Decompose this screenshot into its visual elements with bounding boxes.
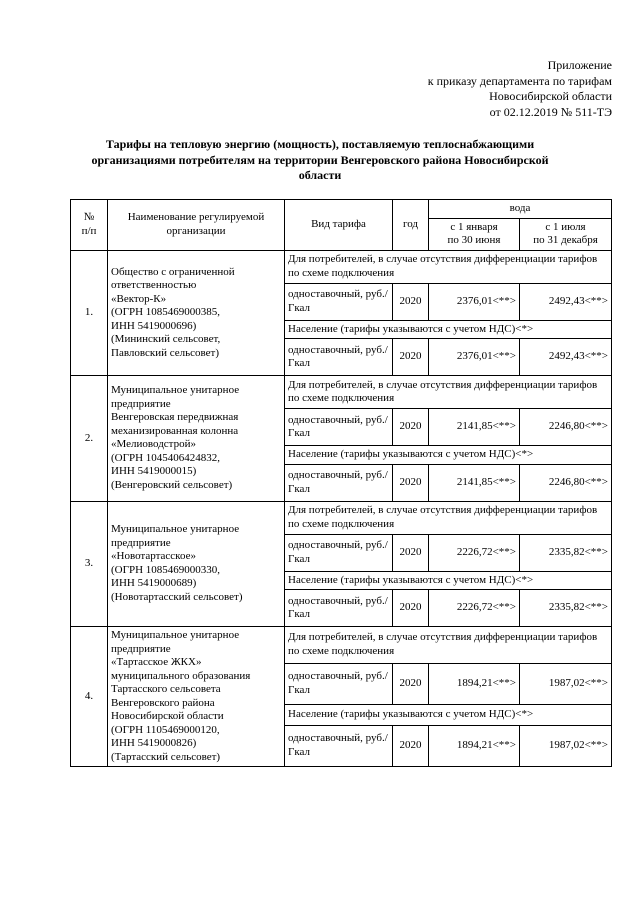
title-line: Тарифы на тепловую энергию (мощность), поставляемую теплоснабжающими	[105, 137, 535, 151]
header-number: № п/п	[71, 200, 108, 251]
org-name-line: «Тартасское ЖКХ»	[111, 656, 202, 668]
org-name-line: (Венгеровский сельсовет)	[111, 478, 233, 491]
tariff-value-period-2: 1987,02<**>	[520, 663, 612, 704]
org-name-line: (ОГРН 1085469000385,	[111, 306, 221, 318]
consumers-label: Для потребителей, в случае отсутствия дифференциации тарифов по схеме подключения	[285, 376, 612, 409]
year-cell: 2020	[393, 464, 429, 501]
org-name-line: (ОГРН 1085469000330,	[111, 563, 221, 576]
org-name-line: Павловский сельсовет)	[111, 346, 220, 359]
tariff-type-cell: одноставочный, руб./Гкал	[285, 339, 393, 376]
population-label: Население (тарифы указываются с учетом НДС)<*>	[285, 320, 612, 339]
organization-cell	[108, 501, 285, 627]
row-number: 2.	[71, 376, 108, 502]
tariff-value-period-1: 2141,85<**>	[429, 409, 520, 446]
org-name-line: Новосибирской области	[111, 710, 224, 722]
org-name-line: (ОГРН 1045406424832,	[111, 451, 221, 464]
year-cell: 2020	[393, 663, 429, 704]
appendix-line: Приложение	[547, 58, 612, 72]
tariff-type-cell: одноставочный, руб./Гкал	[285, 409, 393, 446]
tariff-type-cell: одноставочный, руб./Гкал	[285, 534, 393, 571]
row-number: 1.	[71, 250, 108, 376]
row-number: 3.	[71, 501, 108, 627]
tariff-value-period-1: 2141,85<**>	[429, 464, 520, 501]
year-cell: 2020	[393, 534, 429, 571]
tariffs-table	[70, 199, 612, 767]
org-name-line: предприятие	[111, 536, 171, 549]
tariff-value-period-1: 2376,01<**>	[429, 339, 520, 376]
org-name-line: механизированная колонна	[111, 424, 239, 437]
header-tariff-type: Вид тарифа	[285, 200, 393, 251]
org-name-line: (ОГРН 1105469000120,	[111, 723, 220, 736]
org-name-line: (Тартасский сельсовет)	[111, 750, 221, 763]
appendix-header	[428, 58, 612, 120]
consumers-label: Для потребителей, в случае отсутствия дифференциации тарифов по схеме подключения	[285, 501, 612, 534]
title-line: области	[298, 168, 342, 182]
header-period-2: с 1 июля по 31 декабря	[520, 218, 612, 250]
org-name-line: Общество с ограниченной	[111, 265, 235, 278]
org-name-line: (Новотартасский сельсовет)	[111, 590, 243, 603]
consumers-label: Для потребителей, в случае отсутствия дифференциации тарифов по схеме подключения	[285, 250, 612, 283]
tariff-type-cell: одноставочный, руб./Гкал	[285, 283, 393, 320]
org-name-line: муниципального образования	[111, 669, 251, 682]
org-name-line: ответственностью	[111, 279, 197, 291]
tariff-value-period-2: 2246,80<**>	[520, 409, 612, 446]
document-title	[80, 137, 560, 184]
population-label: Население (тарифы указываются с учетом НДС)<*>	[285, 571, 612, 590]
tariff-value-period-2: 2335,82<**>	[520, 590, 612, 627]
org-name-line: «Вектор-К»	[111, 292, 167, 305]
table-row	[71, 250, 612, 283]
org-name-line: ИНН 5419000015)	[111, 465, 197, 478]
tariff-value-period-2: 2335,82<**>	[520, 534, 612, 571]
tariff-type-cell: одноставочный, руб./Гкал	[285, 663, 393, 704]
tariff-type-cell: одноставочный, руб./Гкал	[285, 725, 393, 766]
org-name-line: Венгеровского района	[111, 696, 215, 709]
header-water: вода	[429, 200, 612, 219]
year-cell: 2020	[393, 409, 429, 446]
org-name-line: ИНН 5419000826)	[111, 737, 197, 749]
title-line: организациями потребителям на территории Венгеровского района Новосибирской	[91, 152, 549, 167]
tariff-type-cell: одноставочный, руб./Гкал	[285, 464, 393, 501]
year-cell: 2020	[393, 725, 429, 766]
tariff-value-period-1: 1894,21<**>	[429, 725, 520, 766]
org-name-line: ИНН 5419000696)	[111, 319, 197, 332]
org-name-line: Муниципальное унитарное	[111, 629, 240, 641]
organization-cell	[108, 627, 285, 767]
org-name-line: (Мининский сельсовет,	[111, 333, 221, 345]
org-name-line: «Мелиоводстрой»	[111, 438, 197, 451]
table-row	[71, 501, 612, 534]
tariff-value-period-1: 2376,01<**>	[429, 283, 520, 320]
org-name-line: Венгеровская передвижная	[111, 411, 239, 424]
header-year: год	[393, 200, 429, 251]
org-name-line: «Новотартасское»	[111, 550, 196, 563]
row-number: 4.	[71, 627, 108, 767]
tariff-type-cell: одноставочный, руб./Гкал	[285, 590, 393, 627]
table-row	[71, 627, 612, 664]
appendix-line: Новосибирской области	[489, 89, 612, 103]
header-organization: Наименование регулируемой организации	[108, 200, 285, 251]
consumers-label: Для потребителей, в случае отсутствия дифференциации тарифов по схеме подключения	[285, 627, 612, 664]
population-label: Население (тарифы указываются с учетом НДС)<*>	[285, 705, 612, 726]
tariff-value-period-2: 2246,80<**>	[520, 464, 612, 501]
org-name-line: Муниципальное унитарное	[111, 523, 240, 536]
organization-cell	[108, 250, 285, 376]
population-label: Население (тарифы указываются с учетом НДС)<*>	[285, 446, 612, 465]
tariff-value-period-2: 2492,43<**>	[520, 339, 612, 376]
year-cell: 2020	[393, 283, 429, 320]
tariff-value-period-1: 2226,72<**>	[429, 590, 520, 627]
org-name-line: предприятие	[111, 642, 171, 655]
appendix-line: от 02.12.2019 № 511-ТЭ	[489, 104, 612, 119]
tariff-value-period-1: 2226,72<**>	[429, 534, 520, 571]
table-row	[71, 376, 612, 409]
tariff-value-period-1: 1894,21<**>	[429, 663, 520, 704]
organization-cell	[108, 376, 285, 502]
org-name-line: предприятие	[111, 397, 171, 410]
org-name-line: Муниципальное унитарное	[111, 384, 240, 397]
header-period-1: с 1 января по 30 июня	[429, 218, 520, 250]
appendix-line: к приказу департамента по тарифам	[427, 73, 612, 88]
org-name-line: ИНН 5419000689)	[111, 577, 197, 590]
tariff-value-period-2: 2492,43<**>	[520, 283, 612, 320]
tariff-value-period-2: 1987,02<**>	[520, 725, 612, 766]
year-cell: 2020	[393, 339, 429, 376]
org-name-line: Тартасского сельсовета	[111, 683, 221, 695]
table-body	[71, 250, 612, 767]
year-cell: 2020	[393, 590, 429, 627]
